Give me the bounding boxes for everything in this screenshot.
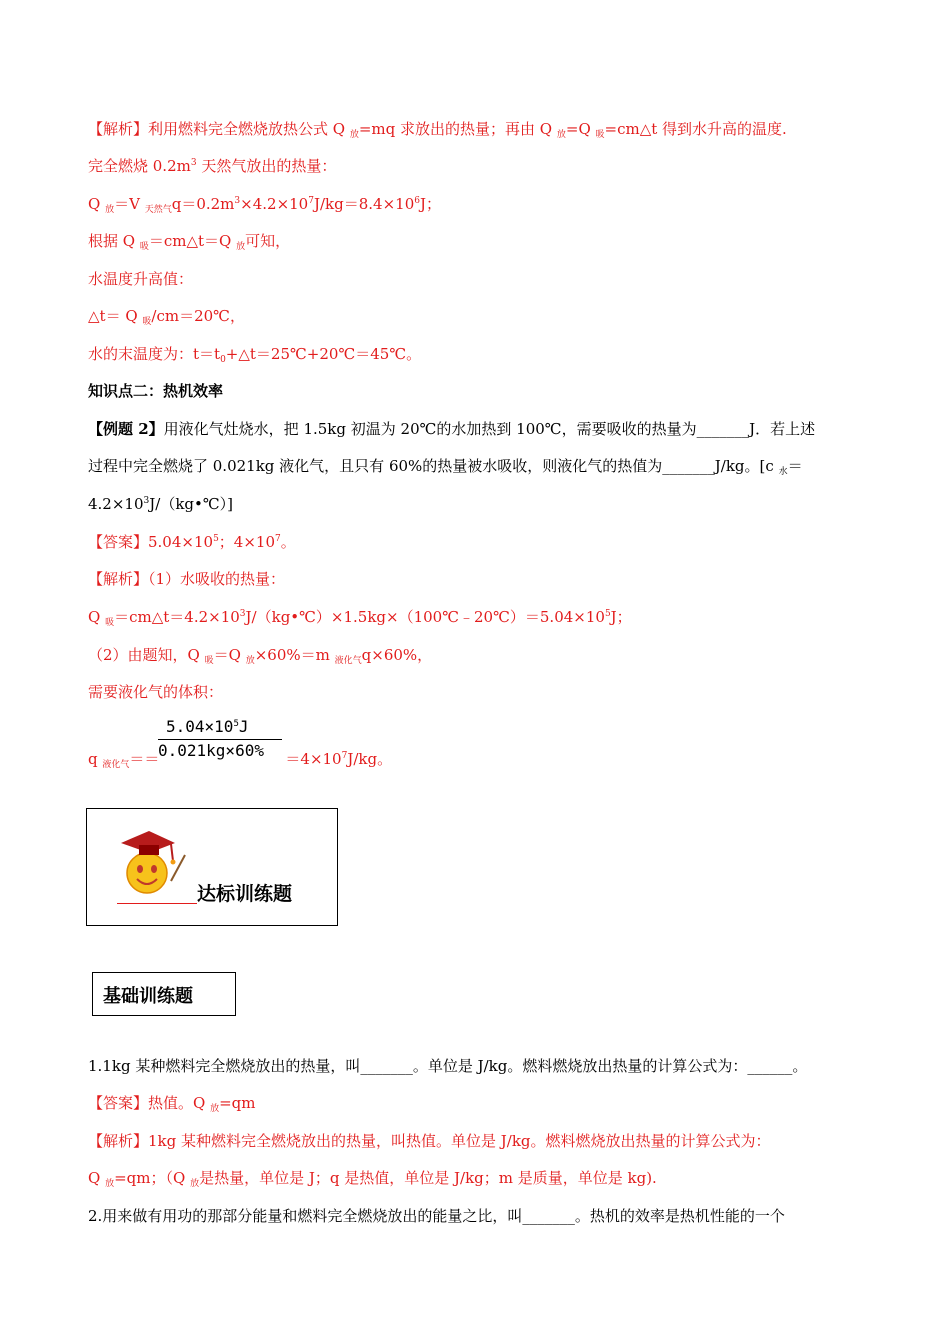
analysis-line-1: 【解析】利用燃料完全燃烧放热公式 Q $_放$=mq 求放出的热量；再由 Q $_放$=Q $_吸$=cm△t 得到水升高的温度. — [88, 120, 787, 140]
analysis-2-line-4: 需要液化气的体积： — [88, 683, 224, 701]
analysis-line-2: 完全燃烧 $0.2m^3$ 天然气放出的热量： — [88, 157, 337, 175]
graduate-smiley-icon — [111, 821, 191, 901]
fraction-denominator: 0.021kg×60% — [158, 741, 264, 760]
section-heading-knowledge-2: 知识点二：热机效率 — [88, 382, 224, 400]
example-2-line-3: $4.2\times 10^3J/(kg•℃)$] — [88, 495, 233, 513]
example-2-line-2: 过程中完全燃烧了 0.021kg 液化气，且只有 60%的热量被水吸收，则液化气的热值为_______J/kg。[c $_水$＝ — [88, 457, 803, 477]
analysis-line-7: 水的末温度为：$t=t_0+\triangle t=25℃+20℃=45℃$。 — [88, 345, 422, 365]
example-2-line-1: 【例题 2】用液化气灶烧水，把 1.5kg 初温为 20℃的水加热到 100℃，需要吸收的热量为_______J．若上述 — [88, 420, 816, 438]
question-1: 1.1kg 某种燃料完全燃烧放出的热量，叫_______。单位是 J/kg。燃料燃烧放出热量的计算公式为：______。 — [88, 1057, 808, 1075]
analysis-2-line-5: q $_{液化气}== =4\times 10^7J/kg$。 — [88, 750, 393, 770]
basic-training-title: 基础训练题 — [103, 986, 193, 1007]
analysis-2-line-1: 【解析】（1）水吸收的热量： — [88, 570, 286, 588]
answer-line: 【答案】$5.04\times 10^5$；$4\times 10^7$。 — [88, 533, 296, 551]
analysis-line-5: 水温度升高值： — [88, 270, 194, 288]
question-1-analysis-line-2: Q $_放$=qm；（Q $_放$是热量，单位是 J；q 是热值，单位是 J/kg；m 是质量，单位是 kg). — [88, 1169, 657, 1189]
banner-underline — [117, 903, 197, 904]
analysis-2-line-3: （2）由题知，Q $_吸$＝Q $_放$×60%＝m $_{液化气}$q×60%， — [88, 646, 433, 666]
question-1-analysis-line-1: 【解析】1kg 某种燃料完全燃烧放出的热量，叫热值。单位是 J/kg。燃料燃烧放出热量的计算公式为： — [88, 1132, 771, 1150]
fraction-numerator: $5.04\times 10^5J$ — [166, 717, 249, 736]
analysis-line-4: 根据 Q $_吸$＝cm△t＝Q $_放$可知， — [88, 232, 291, 252]
analysis-line-3: Q $_放$＝V $_{天然气}q=0.2m^3\times 4.2\times 10^7J/kg=8.4\times 10^6J$； — [88, 195, 441, 215]
question-1-answer: 【答案】热值。Q $_放$=qm — [88, 1094, 256, 1114]
training-section-banner — [86, 808, 338, 926]
question-2: 2.用来做有用功的那部分能量和燃料完全燃烧放出的能量之比，叫_______。热机的效率是热机性能的一个 — [88, 1207, 785, 1225]
analysis-line-6: △t＝ Q $_吸$/cm＝20℃， — [88, 307, 245, 327]
basic-training-heading-box — [92, 972, 236, 1016]
analysis-2-line-2: Q $_吸=cm\triangle t=4.2\times 10^3J/(kg•℃)\times 1.5kg\times(100℃﹣20℃)=5.04\times 10^5J$； — [88, 608, 632, 628]
banner-title: 达标训练题 — [197, 883, 293, 905]
